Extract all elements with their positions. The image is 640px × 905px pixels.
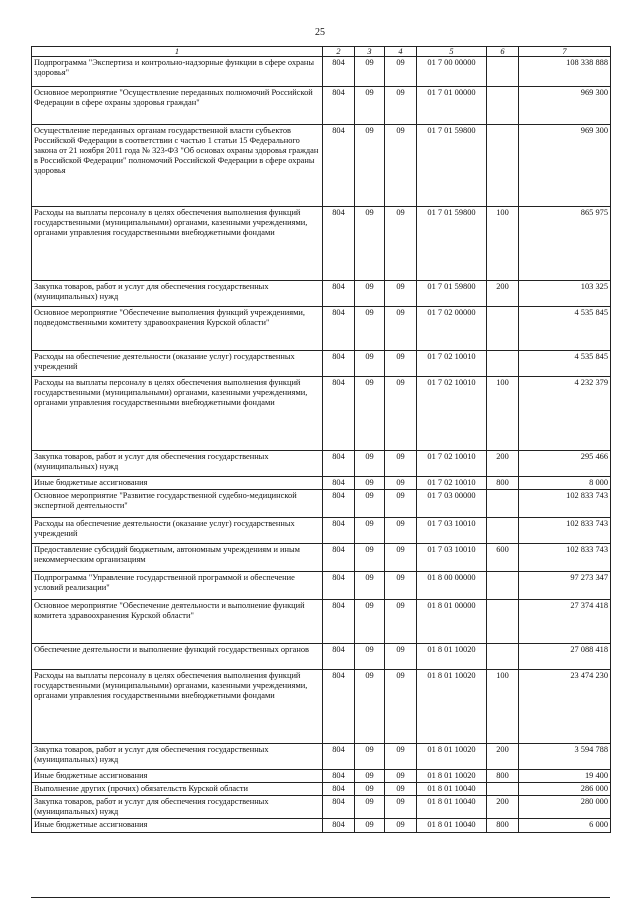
table-row [32, 57, 611, 87]
row-target-article: 01 7 01 59800 [417, 207, 487, 281]
row-target-article: 01 8 01 10020 [417, 770, 487, 783]
header-col-5: 5 [417, 47, 487, 57]
header-col-2: 2 [323, 47, 355, 57]
row-subsection-code: 09 [385, 57, 417, 87]
row-subsection-code: 09 [385, 281, 417, 307]
table-row [32, 518, 611, 544]
row-name-cell: Расходы на обеспечение деятельности (оказание услуг) государственных учреждений [32, 351, 323, 377]
row-expense-type [487, 600, 519, 644]
row-target-article: 01 8 01 10020 [417, 670, 487, 744]
row-expense-type [487, 783, 519, 796]
row-section-code: 09 [355, 490, 385, 518]
row-expense-type [487, 518, 519, 544]
table-row [32, 644, 611, 670]
row-amount: 3 594 788 [519, 744, 611, 770]
row-name-cell: Иные бюджетные ассигнования [32, 477, 323, 490]
table-row [32, 770, 611, 783]
row-name-cell: Закупка товаров, работ и услуг для обеспечения государственных (муниципальных) нужд [32, 796, 323, 819]
table-row [32, 87, 611, 125]
page-number: 25 [315, 27, 325, 38]
row-section-code: 09 [355, 207, 385, 281]
row-name-cell: Выполнение других (прочих) обязательств Курской области [32, 783, 323, 796]
row-amount: 286 000 [519, 783, 611, 796]
row-ministry-code: 804 [323, 351, 355, 377]
row-name-cell: Осуществление переданных органам государственной власти субъектов Российской Федерации в соответствии с частью 1 статьи 15 Федерального закона от 21 ноября 2011 года № 323-ФЗ "Об основах охраны здоровья граждан в Российской Федерации" полномочий Российской Федерации в сфере охраны здоровья [32, 125, 323, 207]
row-section-code: 09 [355, 600, 385, 644]
row-expense-type: 200 [487, 451, 519, 477]
row-expense-type: 800 [487, 819, 519, 833]
row-expense-type [487, 351, 519, 377]
row-target-article: 01 8 01 00000 [417, 600, 487, 644]
row-expense-type: 100 [487, 377, 519, 451]
row-expense-type [487, 87, 519, 125]
row-section-code: 09 [355, 57, 385, 87]
row-name-cell: Расходы на выплаты персоналу в целях обеспечения выполнения функций государственными (муниципальными) органами, казенными учреждениями, органами управления государственными внебюджетными фондами [32, 670, 323, 744]
row-amount: 4 535 845 [519, 307, 611, 351]
row-amount: 4 232 379 [519, 377, 611, 451]
row-expense-type: 800 [487, 770, 519, 783]
row-subsection-code: 09 [385, 351, 417, 377]
row-ministry-code: 804 [323, 125, 355, 207]
row-amount: 27 088 418 [519, 644, 611, 670]
row-name-cell: Закупка товаров, работ и услуг для обеспечения государственных (муниципальных) нужд [32, 281, 323, 307]
row-expense-type: 600 [487, 544, 519, 572]
table-row [32, 377, 611, 451]
row-expense-type: 100 [487, 207, 519, 281]
row-section-code: 09 [355, 644, 385, 670]
row-section-code: 09 [355, 125, 385, 207]
table-row [32, 744, 611, 770]
budget-table [31, 46, 611, 833]
table-row [32, 477, 611, 490]
row-amount: 969 300 [519, 125, 611, 207]
row-section-code: 09 [355, 518, 385, 544]
row-section-code: 09 [355, 307, 385, 351]
row-subsection-code: 09 [385, 377, 417, 451]
row-amount: 27 374 418 [519, 600, 611, 644]
row-expense-type [487, 125, 519, 207]
row-ministry-code: 804 [323, 451, 355, 477]
row-ministry-code: 804 [323, 783, 355, 796]
row-amount: 102 833 743 [519, 518, 611, 544]
row-section-code: 09 [355, 544, 385, 572]
row-target-article: 01 8 01 10040 [417, 819, 487, 833]
row-name-cell: Подпрограмма "Управление государственной программой и обеспечение условий реализации" [32, 572, 323, 600]
row-name-cell: Иные бюджетные ассигнования [32, 770, 323, 783]
row-amount: 969 300 [519, 87, 611, 125]
row-ministry-code: 804 [323, 544, 355, 572]
header-row [32, 47, 611, 57]
row-name-cell: Расходы на выплаты персоналу в целях обеспечения выполнения функций государственными (муниципальными) органами, казенными учреждениями, органами управления государственными внебюджетными фондами [32, 377, 323, 451]
row-amount: 102 833 743 [519, 490, 611, 518]
row-subsection-code: 09 [385, 490, 417, 518]
row-subsection-code: 09 [385, 600, 417, 644]
row-name-cell: Предоставление субсидий бюджетным, автономным учреждениям и иным некоммерческим организациям [32, 544, 323, 572]
row-subsection-code: 09 [385, 87, 417, 125]
row-subsection-code: 09 [385, 544, 417, 572]
row-expense-type [487, 57, 519, 87]
row-name-cell: Расходы на выплаты персоналу в целях обеспечения выполнения функций государственными (муниципальными) органами, казенными учреждениями, органами управления государственными внебюджетными фондами [32, 207, 323, 281]
header-col-6: 6 [487, 47, 519, 57]
row-target-article: 01 7 03 00000 [417, 490, 487, 518]
row-ministry-code: 804 [323, 87, 355, 125]
table-row [32, 572, 611, 600]
row-section-code: 09 [355, 87, 385, 125]
row-ministry-code: 804 [323, 207, 355, 281]
row-expense-type: 200 [487, 281, 519, 307]
row-ministry-code: 804 [323, 377, 355, 451]
row-subsection-code: 09 [385, 670, 417, 744]
row-section-code: 09 [355, 783, 385, 796]
row-ministry-code: 804 [323, 518, 355, 544]
row-subsection-code: 09 [385, 770, 417, 783]
row-target-article: 01 8 01 10040 [417, 796, 487, 819]
row-ministry-code: 804 [323, 819, 355, 833]
row-amount: 23 474 230 [519, 670, 611, 744]
row-ministry-code: 804 [323, 744, 355, 770]
row-subsection-code: 09 [385, 783, 417, 796]
row-name-cell: Расходы на обеспечение деятельности (оказание услуг) государственных учреждений [32, 518, 323, 544]
row-subsection-code: 09 [385, 744, 417, 770]
row-target-article: 01 7 02 10010 [417, 377, 487, 451]
row-name-cell: Основное мероприятие "Развитие государственной судебно-медицинской экспертной деятельности" [32, 490, 323, 518]
row-name-cell: Иные бюджетные ассигнования [32, 819, 323, 833]
row-ministry-code: 804 [323, 644, 355, 670]
row-amount: 103 325 [519, 281, 611, 307]
row-section-code: 09 [355, 670, 385, 744]
row-ministry-code: 804 [323, 307, 355, 351]
row-amount: 19 400 [519, 770, 611, 783]
table-row [32, 490, 611, 518]
table-row [32, 207, 611, 281]
row-section-code: 09 [355, 744, 385, 770]
header-col-4: 4 [385, 47, 417, 57]
row-expense-type: 100 [487, 670, 519, 744]
row-amount: 295 466 [519, 451, 611, 477]
row-subsection-code: 09 [385, 307, 417, 351]
row-amount: 865 975 [519, 207, 611, 281]
table-row [32, 451, 611, 477]
row-section-code: 09 [355, 281, 385, 307]
row-ministry-code: 804 [323, 572, 355, 600]
row-name-cell: Обеспечение деятельности и выполнение функций государственных органов [32, 644, 323, 670]
row-name-cell: Основное мероприятие "Обеспечение выполнения функций учреждениями, подведомственными комитету здравоохранения Курской области" [32, 307, 323, 351]
table-row [32, 307, 611, 351]
row-name-cell: Закупка товаров, работ и услуг для обеспечения государственных (муниципальных) нужд [32, 744, 323, 770]
row-target-article: 01 8 01 10040 [417, 783, 487, 796]
row-section-code: 09 [355, 819, 385, 833]
row-name-cell: Основное мероприятие "Осуществление переданных полномочий Российской Федерации в сфере охраны здоровья граждан" [32, 87, 323, 125]
row-ministry-code: 804 [323, 57, 355, 87]
row-section-code: 09 [355, 572, 385, 600]
row-target-article: 01 7 02 10010 [417, 477, 487, 490]
table-row [32, 351, 611, 377]
row-expense-type: 200 [487, 796, 519, 819]
row-target-article: 01 7 01 59800 [417, 125, 487, 207]
table-row [32, 281, 611, 307]
table-row [32, 819, 611, 833]
table-row [32, 600, 611, 644]
header-col-7: 7 [519, 47, 611, 57]
row-expense-type [487, 490, 519, 518]
row-amount: 108 338 888 [519, 57, 611, 87]
table-row [32, 125, 611, 207]
row-name-cell: Закупка товаров, работ и услуг для обеспечения государственных (муниципальных) нужд [32, 451, 323, 477]
row-name-cell: Основное мероприятие "Обеспечение деятельности и выполнение функций комитета здравоохранения Курской области" [32, 600, 323, 644]
row-expense-type [487, 307, 519, 351]
row-target-article: 01 8 01 10020 [417, 644, 487, 670]
table-row [32, 544, 611, 572]
row-expense-type [487, 644, 519, 670]
row-target-article: 01 7 02 10010 [417, 351, 487, 377]
row-amount: 280 000 [519, 796, 611, 819]
row-ministry-code: 804 [323, 796, 355, 819]
row-subsection-code: 09 [385, 518, 417, 544]
table-row [32, 796, 611, 819]
row-subsection-code: 09 [385, 644, 417, 670]
row-ministry-code: 804 [323, 490, 355, 518]
row-subsection-code: 09 [385, 125, 417, 207]
row-amount: 4 535 845 [519, 351, 611, 377]
header-col-1: 1 [32, 47, 323, 57]
row-section-code: 09 [355, 770, 385, 783]
row-ministry-code: 804 [323, 600, 355, 644]
row-subsection-code: 09 [385, 819, 417, 833]
row-ministry-code: 804 [323, 477, 355, 490]
row-ministry-code: 804 [323, 281, 355, 307]
row-target-article: 01 7 01 59800 [417, 281, 487, 307]
row-subsection-code: 09 [385, 477, 417, 490]
row-subsection-code: 09 [385, 796, 417, 819]
row-name-cell: Подпрограмма "Экспертиза и контрольно-надзорные функции в сфере охраны здоровья" [32, 57, 323, 87]
row-amount: 8 000 [519, 477, 611, 490]
row-ministry-code: 804 [323, 670, 355, 744]
row-section-code: 09 [355, 477, 385, 490]
row-subsection-code: 09 [385, 207, 417, 281]
row-target-article: 01 8 01 10020 [417, 744, 487, 770]
row-subsection-code: 09 [385, 451, 417, 477]
row-target-article: 01 8 00 00000 [417, 572, 487, 600]
bottom-rule [31, 897, 610, 898]
row-subsection-code: 09 [385, 572, 417, 600]
row-amount: 6 000 [519, 819, 611, 833]
row-target-article: 01 7 02 00000 [417, 307, 487, 351]
row-ministry-code: 804 [323, 770, 355, 783]
row-expense-type: 200 [487, 744, 519, 770]
row-target-article: 01 7 02 10010 [417, 451, 487, 477]
row-target-article: 01 7 01 00000 [417, 87, 487, 125]
row-section-code: 09 [355, 377, 385, 451]
row-amount: 102 833 743 [519, 544, 611, 572]
row-target-article: 01 7 03 10010 [417, 518, 487, 544]
row-section-code: 09 [355, 796, 385, 819]
header-col-3: 3 [355, 47, 385, 57]
row-expense-type: 800 [487, 477, 519, 490]
row-amount: 97 273 347 [519, 572, 611, 600]
row-expense-type [487, 572, 519, 600]
table-row [32, 670, 611, 744]
row-target-article: 01 7 00 00000 [417, 57, 487, 87]
row-section-code: 09 [355, 351, 385, 377]
table-row [32, 783, 611, 796]
row-section-code: 09 [355, 451, 385, 477]
row-target-article: 01 7 03 10010 [417, 544, 487, 572]
